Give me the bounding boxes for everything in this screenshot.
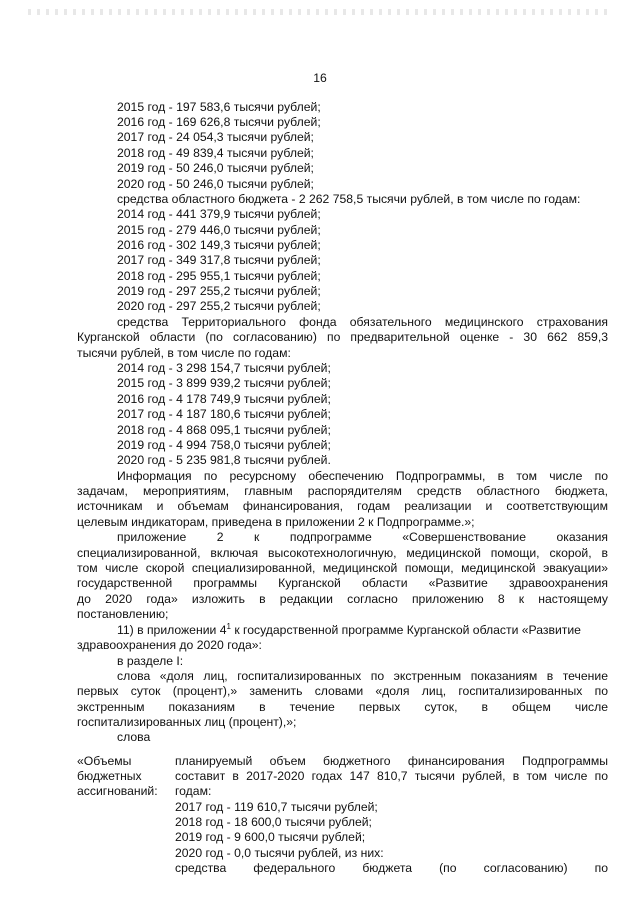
page-number: 16 (313, 71, 327, 85)
text-line: тысячи рублей, в том числе по годам: (77, 346, 291, 360)
table-value: 2020 год - 0,0 тысячи рублей, из них: (175, 846, 384, 860)
text-run: к государственной программе Курганской области «Развитие (230, 623, 581, 637)
table-value: планируемый объем бюджетного финансирования Подпрограммы (175, 754, 608, 768)
text-line: средства Территориального фонда обязательного медицинского страхования (117, 315, 608, 329)
text-line: госпитализированных лиц (процент),»; (77, 715, 297, 729)
text-line: государственной программы Курганской области «Развитие здравоохранения (77, 576, 608, 590)
table-value: 2018 год - 18 600,0 тысячи рублей; (175, 815, 372, 829)
text-line: 2019 год - 297 255,2 тысячи рублей; (117, 284, 321, 298)
text-line: 2019 год - 50 246,0 тысячи рублей; (117, 161, 314, 175)
table-value: составит в 2017-2020 годах 147 810,7 тысячи рублей, в том числе по (175, 769, 608, 783)
table-value: 2019 год - 9 600,0 тысячи рублей; (175, 830, 366, 844)
text-line (117, 623, 581, 638)
text-line: 2017 год - 4 187 180,6 тысячи рублей; (117, 407, 331, 421)
text-line: целевым индикаторам, приведена в приложении 2 к Подпрограмме.»; (77, 515, 475, 529)
text-line: 2015 год - 197 583,6 тысячи рублей; (117, 100, 321, 114)
text-line: том числе скорой специализированной, медицинской помощи, медицинской эвакуации» (77, 561, 608, 575)
text-line: слова (117, 730, 151, 744)
text-line: 2016 год - 302 149,3 тысячи рублей; (117, 238, 321, 252)
text-line: 2018 год - 295 955,1 тысячи рублей; (117, 269, 321, 283)
scan-artifact (28, 9, 608, 15)
text-line: 2018 год - 4 868 095,1 тысячи рублей; (117, 423, 331, 437)
text-line: 2016 год - 169 626,8 тысячи рублей; (117, 115, 321, 129)
text-line: постановлению; (77, 607, 169, 621)
text-line: 2015 год - 3 899 939,2 тысячи рублей; (117, 376, 331, 390)
text-line: 2018 год - 49 839,4 тысячи рублей; (117, 146, 314, 160)
table-value: 2017 год - 119 610,7 тысячи рублей; (175, 800, 378, 814)
text-line: первых суток (процент),» заменить словами «доля лиц, госпитализированных по (77, 684, 608, 698)
text-line: 2015 год - 279 446,0 тысячи рублей; (117, 223, 321, 237)
text-line: здравоохранения до 2020 года»: (77, 638, 262, 652)
text-line: 2020 год - 5 235 981,8 тысячи рублей. (117, 453, 331, 467)
table-value: годам: (175, 784, 212, 798)
text-line: задачам, мероприятиям, главным распорядителям средств областного бюджета, (77, 484, 608, 498)
text-line: до 2020 года» изложить в редакции согласно приложению 8 к настоящему (77, 592, 608, 606)
text-line: 2014 год - 441 379,9 тысячи рублей; (117, 207, 321, 221)
text-line: 2020 год - 50 246,0 тысячи рублей; (117, 177, 314, 191)
text-line: 2017 год - 349 317,8 тысячи рублей; (117, 253, 321, 267)
text-line: специализированной, включая высокотехнологичную, медицинской помощи, скорой, в (77, 546, 608, 560)
text-line: 2019 год - 4 994 758,0 тысячи рублей; (117, 438, 331, 452)
text-line: экстренным показаниям в течение первых суток, в общем числе (77, 700, 608, 714)
table-value: средства федерального бюджета (по согласованию) по (175, 861, 608, 875)
superscript: 1 (226, 622, 231, 631)
text-line: Информация по ресурсному обеспечению Подпрограммы, в том числе по (117, 469, 608, 483)
text-line: приложение 2 к подпрограмме «Совершенствование оказания (117, 530, 608, 544)
text-line: 2017 год - 24 054,3 тысячи рублей; (117, 130, 314, 144)
text-line: источникам и объемам финансирования, годам реализации и соответствующим (77, 499, 608, 513)
text-line: 2016 год - 4 178 749,9 тысячи рублей; (117, 392, 331, 406)
text-line: Курганской области (по согласованию) по предварительной оценке - 30 662 859,3 (77, 330, 608, 344)
text-run: 11) в приложении 4 (117, 623, 227, 637)
text-line: средства областного бюджета - 2 262 758,5 тысячи рублей, в том числе по годам: (117, 192, 581, 206)
table-label: «Объемы (77, 754, 132, 768)
text-line: 2020 год - 297 255,2 тысячи рублей; (117, 299, 321, 313)
table-label: бюджетных (77, 769, 142, 783)
text-line: в разделе I: (117, 654, 184, 668)
table-label: ассигнований: (77, 784, 158, 798)
text-line: 2014 год - 3 298 154,7 тысячи рублей; (117, 361, 331, 375)
text-line: слова «доля лиц, госпитализированных по экстренным показаниям в течение (117, 669, 608, 683)
